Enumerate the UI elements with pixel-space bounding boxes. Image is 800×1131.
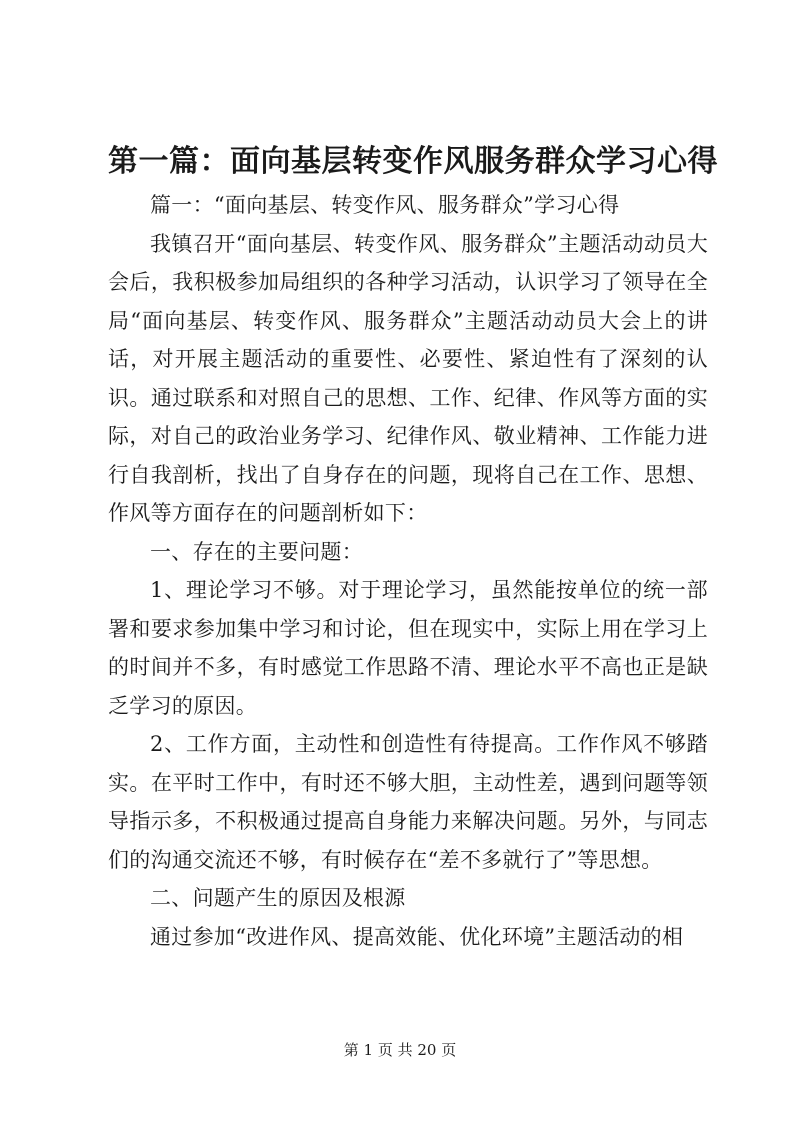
paragraph-issue-2: 2、工作方面，主动性和创造性有待提高。工作作风不够踏实。在平时工作中，有时还不够大胆，主动性差，遇到问题等领导指示多，不积极通过提高自身能力来解决问题。另外，与同志们的沟通交流还不够，有时候存在“差不多就行了”等思想。 bbox=[108, 732, 708, 872]
document-title: 第一篇：面向基层转变作风服务群众学习心得 bbox=[108, 144, 718, 179]
section-heading-main-issues: 一、存在的主要问题： bbox=[150, 539, 363, 564]
page-footer: 第 1 页 共 20 页 bbox=[343, 1041, 457, 1059]
section-heading-causes: 二、问题产生的原因及根源 bbox=[150, 886, 406, 910]
paragraph-subtitle: 篇一：“面向基层、转变作风、服务群众”学习心得 bbox=[150, 193, 620, 217]
paragraph-issue-1: 1、理论学习不够。对于理论学习，虽然能按单位的统一部署和要求参加集中学习和讨论，但在现实中，实际上用在学习上的时间并不多，有时感觉工作思路不清、理论水平不高也正是缺乏学习的原因。 bbox=[108, 578, 708, 718]
paragraph-causes: 通过参加“改进作风、提高效能、优化环境”主题活动的相 bbox=[150, 924, 684, 949]
paragraph-intro: 我镇召开“面向基层、转变作风、服务群众”主题活动动员大会后，我积极参加局组织的各种学习活动，认识学习了领导在全局“面向基层、转变作风、服务群众”主题活动动员大会上的讲话，对开展主题活动的重要性、必要性、紧迫性有了深刻的认识。通过联系和对照自己的思想、工作、纪律、作风等方面的实际，对自己的政治业务学习、纪律作风、敬业精神、工作能力进行自我剖析，找出了自身存在的问题，现将自己在工作、思想、作风等方面存在的问题剖析如下： bbox=[108, 231, 708, 525]
document-body bbox=[108, 186, 708, 956]
